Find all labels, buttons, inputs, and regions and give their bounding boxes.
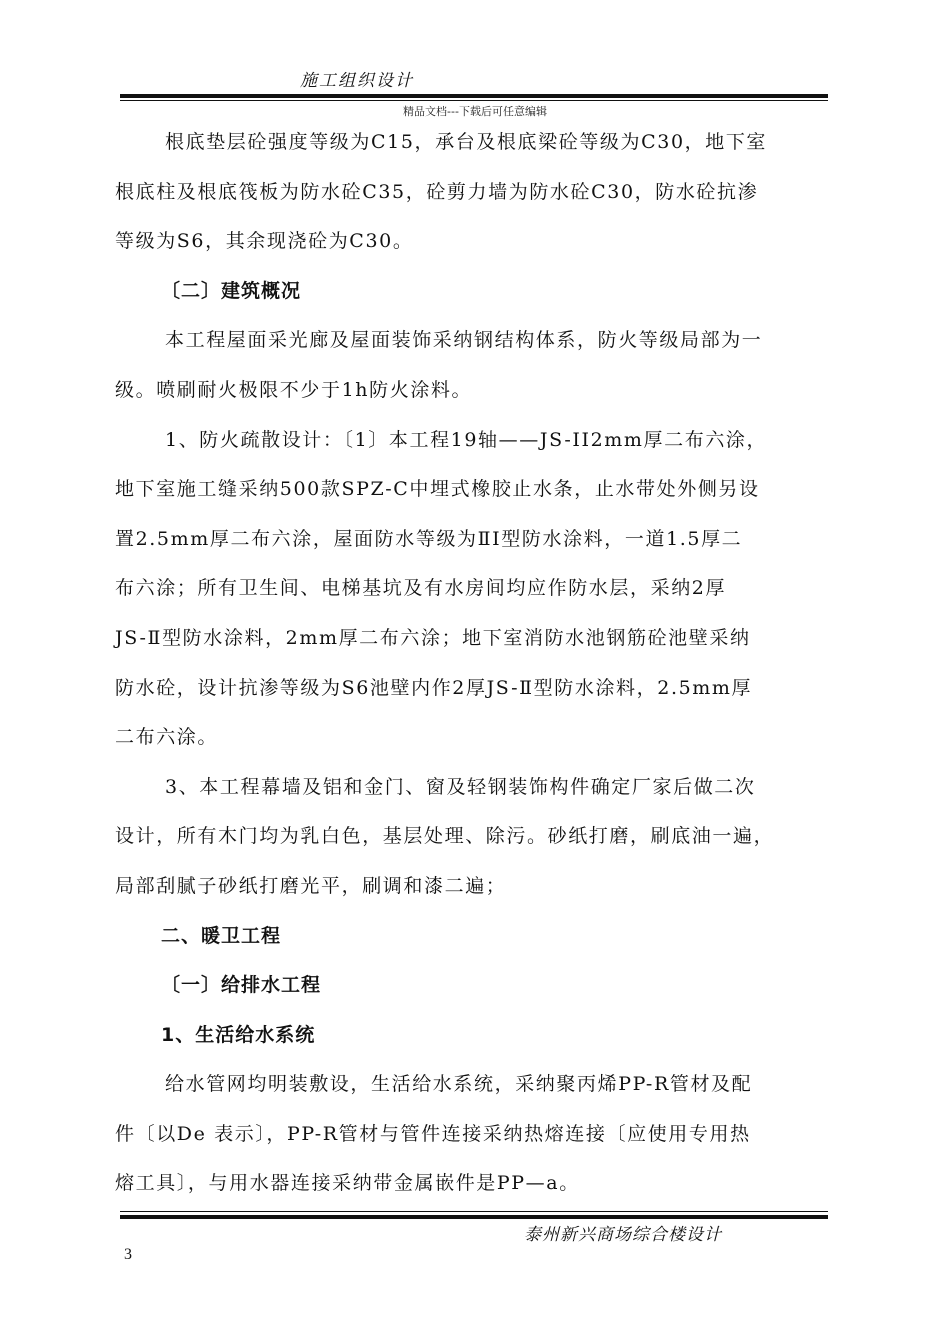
paragraph-line: 布六涂；所有卫生间、电梯基坑及有水房间均应作防水层，采纳2厚 [115,577,727,600]
paragraph-line: 根底垫层砼强度等级为C15，承台及根底梁砼等级为C30，地下室 [165,131,768,153]
document-body [115,118,835,1209]
footer-rule-thin [120,1211,828,1212]
paragraph-line: 熔工具〕，与用水器连接采纳带金属嵌件是PP—a。 [115,1172,580,1195]
paragraph-line: 级。喷刷耐火极限不少于1h防火涂料。 [115,378,473,401]
section-heading: 二、暖卫工程 [161,924,282,947]
section-heading: 〔二〕建筑概况 [161,279,302,302]
paragraph-line: 给水管网均明装敷设，生活给水系统，采纳聚丙烯PP-R管材及配 [165,1073,753,1096]
footer-rule-thick [120,1215,828,1219]
paragraph-line: 置2.5mm厚二布六涂，屋面防水等级为ⅡⅠ型防水涂料，一道1.5厚二 [115,527,743,550]
paragraph-line: 设计，所有木门均为乳白色，基层处理、除污。砂纸打磨，刷底油一遍， [115,825,775,848]
paragraph-line: 地下室施工缝采纳500款SPZ-C中埋式橡胶止水条，止水带处外侧另设 [115,478,760,501]
paragraph-line: 1、防火疏散设计：〔1〕本工程19轴——JS-II2mm厚二布六涂， [165,428,768,451]
subsection-heading: 1、生活给水系统 [161,1023,316,1046]
header-watermark: 精品文档---下载后可任意编辑 [403,105,547,118]
paragraph-line: 二布六涂。 [115,726,219,749]
paragraph-line: 防水砼，设计抗渗等级为S6池壁内作2厚JS-Ⅱ型防水涂料，2.5mm厚 [115,676,753,699]
paragraph-line: 3、本工程幕墙及铝和金门、窗及轻钢装饰构件确定厂家后做二次 [165,775,756,798]
paragraph-line: 局部刮腻子砂纸打磨光平，刷调和漆二遍； [115,874,507,897]
paragraph-line: 本工程屋面采光廊及屋面装饰采纳钢结构体系，防火等级局部为一 [165,329,763,352]
paragraph-line: 根底柱及根底筏板为防水砼C35，砼剪力墙为防水砼C30，防水砼抗渗 [115,180,759,203]
header-rule-thick [120,94,828,98]
footer-title: 泰州新兴商场综合楼设计 [524,1225,722,1245]
subsection-heading: 〔一〕给排水工程 [161,974,322,997]
header-rule-thin [120,100,828,101]
paragraph-line: 等级为S6，其余现浇砼为C30。 [115,230,414,253]
paragraph-line: 件〔以De 表示〕，PP-R管材与管件连接采纳热熔连接〔应使用专用热 [115,1122,751,1145]
paragraph-line: JS-Ⅱ型防水涂料，2mm厚二布六涂；地下室消防水池钢筋砼池壁采纳 [115,626,751,649]
header-title: 施工组织设计 [300,71,414,91]
page-number: 3 [124,1246,132,1263]
